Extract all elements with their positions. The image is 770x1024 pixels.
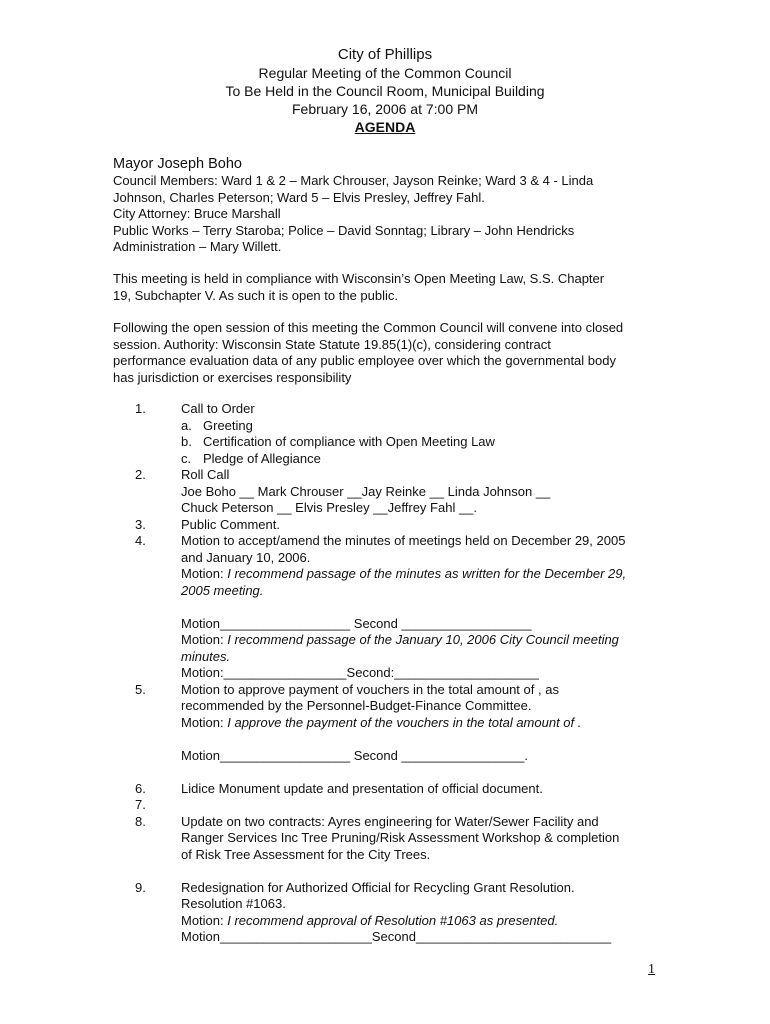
item-title-cont: Ranger Services Inc Tree Pruning/Risk Assessment Workshop & completion [181,830,620,845]
sub-letter: a. [181,417,192,433]
recommendation-text: I approve the payment of the vouchers in the total amount of . [223,714,582,730]
item-title: Motion to approve payment of vouchers in the total amount of , as [181,681,559,697]
item-title: Redesignation for Authorized Official for Recycling Grant Resolution. [181,879,575,895]
item-number: 8. [135,813,146,829]
sub-item-b [113,434,673,451]
item-9-motion-blank [113,929,673,946]
agenda-item-2 [113,467,673,484]
sub-letter: c. [181,450,192,466]
item-number: 7. [135,797,146,812]
sub-text: Pledge of Allegiance [203,450,321,466]
item-4-recommendation-2 [113,632,673,649]
item-title-cont: of Risk Tree Assessment for the City Trees. [181,846,431,862]
item-title: Lidice Monument update and presentation of official document. [181,780,543,796]
item-4-motion-blank-1 [113,616,673,633]
spacer [113,599,673,616]
motion-second-blank: Motion__________________ Second __________________ [181,615,532,631]
sub-text: Greeting [203,417,253,433]
item-4-recommendation-1 [113,566,673,583]
compliance-line-2: 19, Subchapter V. As such it is open to the public. [113,287,398,303]
meeting-title: Regular Meeting of the Common Council [258,65,512,81]
item-number: 6. [135,780,146,796]
item-9-recommendation [113,913,673,930]
item-8-continuation-1 [113,830,673,847]
item-5-continuation [113,698,673,715]
motion-second-blank: Motion__________________ Second _________________. [181,747,528,763]
item-4-recommendation-2-cont [113,649,673,666]
item-number: 4. [135,533,146,548]
compliance-line-1: This meeting is held in compliance with Wisconsin’s Open Meeting Law, S.S. Chapter [113,271,605,286]
recommendation-text: I recommend passage of the minutes as written for the December 29, [223,566,627,581]
closed-session-line-2: session. Authority: Wisconsin State Statute 19.85(1)(c), considering contract [113,336,551,352]
item-5-motion-blank [113,748,673,765]
item-4-continuation [113,550,673,567]
compliance-paragraph [113,271,663,304]
sub-text: Certification of compliance with Open Meeting Law [203,434,495,449]
sub-item-c [113,451,673,468]
sub-letter: b. [181,434,192,449]
city-name: City of Phillips [337,46,433,63]
item-title-cont: Resolution #1063. [181,896,286,911]
item-number: 9. [135,879,146,895]
meeting-date: February 16, 2006 at 7:00 PM [292,101,478,117]
item-title: Motion to accept/amend the minutes of meetings held on December 29, 2005 [181,533,626,548]
item-4-recommendation-1-cont [113,583,673,600]
council-line-1: Council Members: Ward 1 & 2 – Mark Chrouser, Jayson Reinke; Ward 3 & 4 - Linda [113,173,594,188]
motion-second-blank: Motion_____________________Second___________________________ [181,929,612,944]
closed-session-line-1: Following the open session of this meeting the Common Council will convene into closed [113,320,624,335]
sub-item-a [113,418,673,435]
spacer [113,764,673,781]
roll-call-names: Joe Boho __ Mark Chrouser __Jay Reinke __ Linda Johnson __ [181,483,551,499]
closed-session-line-4: has jurisdiction or exercises responsibility [113,369,352,385]
agenda-item-4 [113,533,673,550]
agenda-items [113,401,673,946]
attorney-line: City Attorney: Bruce Marshall [113,206,281,221]
motion-label: Motion: [181,912,224,928]
item-number: 5. [135,681,146,697]
departments-line-1: Public Works – Terry Staroba; Police – David Sonntag; Library – John Hendricks [113,222,575,238]
agenda-item-8 [113,814,673,831]
spacer [113,731,673,748]
agenda-item-7 [113,797,673,814]
item-title: Public Comment. [181,516,280,532]
motion-second-blank: Motion:_________________Second:____________________ [181,665,539,680]
item-title: Call to Order [181,401,255,416]
spacer [113,863,673,880]
recommendation-text: I recommend passage of the January 10, 2006 City Council meeting [223,632,619,647]
motion-label: Motion: [181,714,224,730]
item-8-continuation-2 [113,847,673,864]
recommendation-text: I recommend approval of Resolution #1063 as presented. [223,912,559,928]
motion-label: Motion: [181,632,224,647]
item-number: 3. [135,516,146,532]
item-5-recommendation [113,715,673,732]
item-9-continuation [113,896,673,913]
agenda-item-1 [113,401,673,418]
item-title-cont: recommended by the Personnel-Budget-Finance Committee. [181,698,532,713]
motion-label: Motion: [181,566,224,581]
officials-block [113,155,663,256]
agenda-item-3 [113,517,673,534]
agenda-heading: AGENDA [354,119,416,135]
document-header [0,45,770,136]
closed-session-paragraph [113,320,663,386]
mayor-line: Mayor Joseph Boho [113,156,242,172]
item-number: 1. [135,401,146,416]
agenda-item-5 [113,682,673,699]
agenda-item-9 [113,880,673,897]
recommendation-text: 2005 meeting. [181,582,264,598]
agenda-item-6 [113,781,673,798]
page-number: 1 [648,962,655,977]
roll-call-line-2 [113,500,673,517]
roll-call-names: Chuck Peterson __ Elvis Presley __Jeffrey Fahl __. [181,500,478,515]
council-line-2: Johnson, Charles Peterson; Ward 5 – Elvis Presley, Jeffrey Fahl. [113,189,485,205]
roll-call-line-1 [113,484,673,501]
item-title: Update on two contracts: Ayres engineering for Water/Sewer Facility and [181,813,599,829]
departments-line-2: Administration – Mary Willett. [113,239,282,254]
item-title: Roll Call [181,467,230,482]
item-title-cont: and January 10, 2006. [181,549,311,565]
meeting-location: To Be Held in the Council Room, Municipal Building [225,83,545,99]
recommendation-text: minutes. [181,648,231,664]
closed-session-line-3: performance evaluation data of any public employee over which the governmental body [113,353,616,368]
item-number: 2. [135,467,146,482]
item-4-motion-blank-2 [113,665,673,682]
